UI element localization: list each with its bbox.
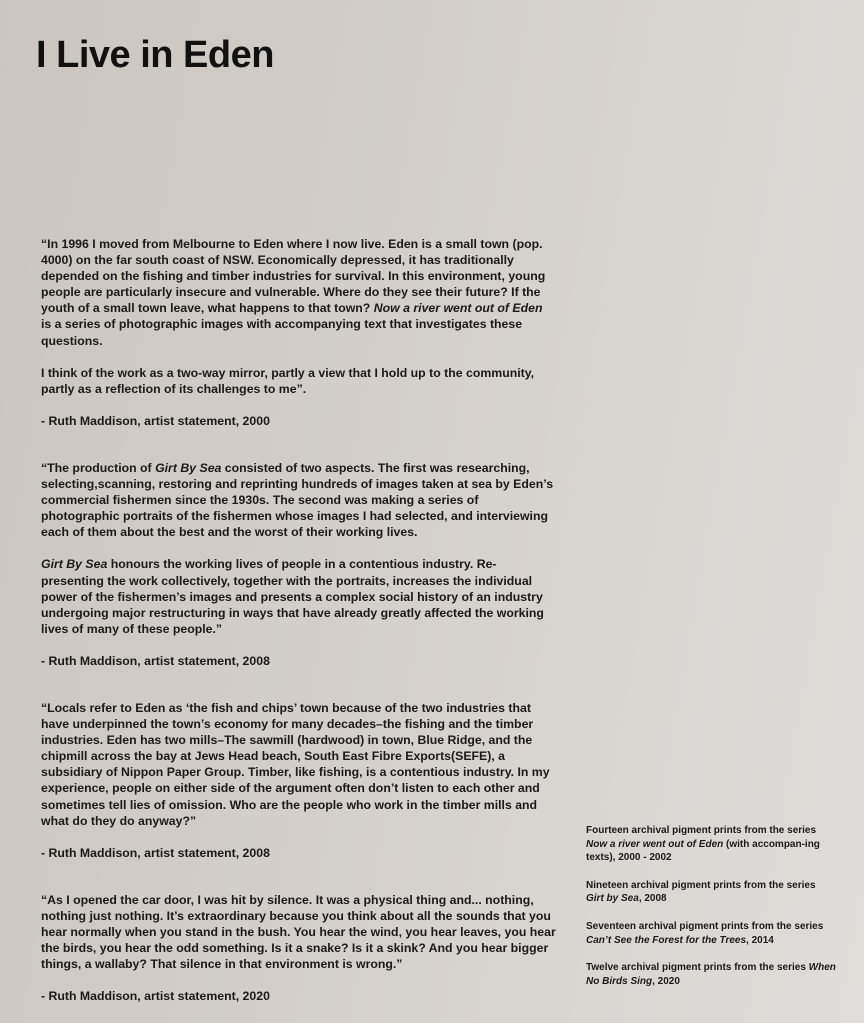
page-title: I Live in Eden (36, 34, 274, 76)
statements-column (41, 236, 556, 1004)
series-title: Girt By Sea (155, 460, 222, 475)
statement-2000-paragraph-1: “In 1996 I moved from Melbourne to Eden where I now live. Eden is a small town (pop. 4000) on the far south coast of NSW. Economically depressed, it has traditionally depended on the fishing and timber industries for survival. In this environment, young people are particularly insecure and vulnerable. Where do they see their future? If the youth of a small town leave, what happens to that town? Now a river went out of Eden is a series of photographic images with accompanying text that investigates these questions. (41, 237, 546, 348)
works-item: Nineteen archival pigment prints from the series Girt by Sea, 2008 (586, 879, 816, 905)
statement-2008-timber-attribution: - Ruth Maddison, artist statement, 2008 (41, 845, 270, 860)
statement-2020-paragraph: “As I opened the car door, I was hit by silence. It was a physical thing and... nothing, nothing just nothing. It’s extraordinary because you think about all the sounds that you hear normally when you stand in the bush. You hear the wind, you hear leaves, you hear the birds, you hear the odd something. Is it a snake? Is it a skink? And you hear bigger things, a wallaby? That silence in that environment is wrong.” (41, 892, 556, 972)
series-title: Now a river went out of Eden (373, 301, 543, 316)
statement-2020-attribution: - Ruth Maddison, artist statement, 2020 (41, 989, 270, 1004)
statement-2008-girt-attribution: - Ruth Maddison, artist statement, 2008 (41, 653, 270, 668)
statement-2008-girt-paragraph-2: Girt By Sea honours the working lives of people in a contentious industry. Re-presenting the work collectively, together with the portraits, increases the individual power of the fishermen’s images and presents a complex social history of an industry undergoing major restructuring in ways that have already greatly affected the working lives of many of these people.” (41, 557, 544, 636)
statement-2000-attribution: - Ruth Maddison, artist statement, 2000 (41, 413, 270, 428)
works-list (586, 824, 836, 988)
works-item: Twelve archival pigment prints from the series When No Birds Sing, 2020 (586, 962, 836, 987)
works-item: Seventeen archival pigment prints from the series Can’t See the Forest for the Trees, 2014 (586, 920, 824, 946)
statement-2008-timber-paragraph: “Locals refer to Eden as ‘the fish and chips’ town because of the two industries that have underpinned the town’s economy for many decades–the fishing and the timber industries. Eden has two mills–The sawmill (hardwood) in town, Blue Ridge, and the chipmill across the bay at Jews Head beach, South East Fibre Exports(SEFE), a subsidiary of Nippon Paper Group. Timber, like fishing, is a contentious industry. In my experience, people on either side of the argument often don’t listen to each other and sometimes tell lies of omission. Who are the people who work in the timber mills and what do they do anyway?” (41, 700, 550, 828)
works-item: Fourteen archival pigment prints from the series Now a river went out of Eden (with accompan-ing texts), 2000 - 2002 (586, 825, 820, 864)
series-title: Girt By Sea (41, 557, 108, 572)
statement-2000-paragraph-2: I think of the work as a two-way mirror, partly a view that I hold up to the community, partly as a reflection of its challenges to me”. (41, 365, 535, 396)
statement-2008-girt-paragraph-1: “The production of Girt By Sea consisted of two aspects. The first was researching, selecting,scanning, restoring and reprinting hundreds of images taken at sea by Eden’s commercial fishermen since the 1930s. The second was making a series of photographic portraits of the fishermen whose images I had selected, and interviewing each of them about the best and the worst of their working lives. (41, 460, 554, 540)
